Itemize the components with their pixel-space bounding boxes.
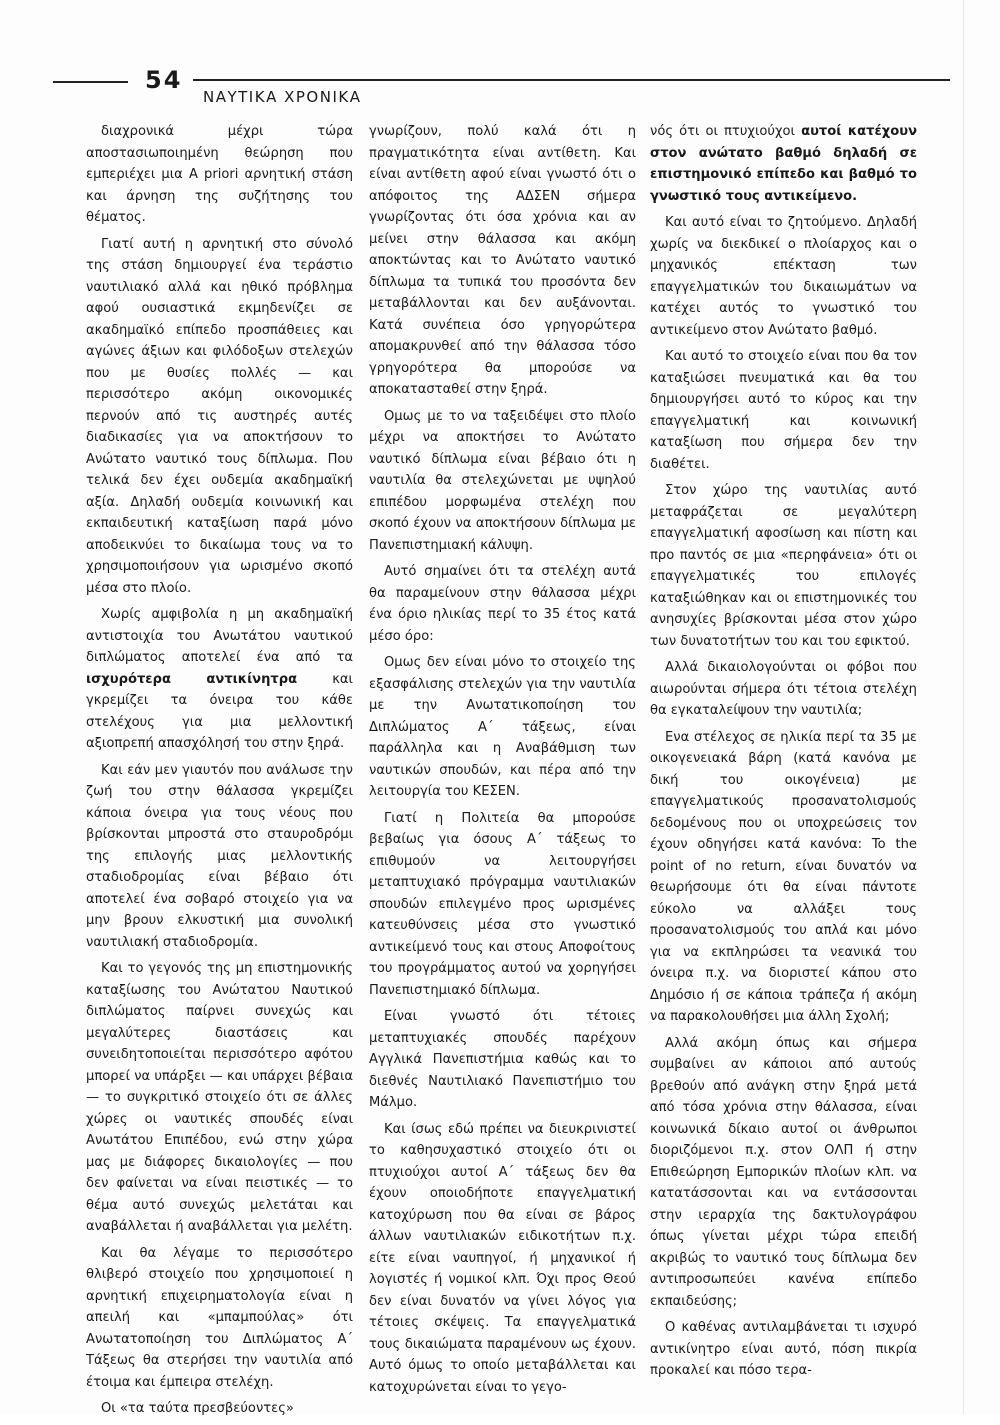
paragraph: Και το γεγονός της μη επιστημονικής καταξίωσης του Ανώτατου Ναυτικού διπλώματος παίρνει συνεχώς και μεγαλύτερες διαστάσεις και συνειδητοποιείται περισσότερο αφότου μπορεί να υπάρξει — και υπάρχει βέβαια — το συγκριτικό στοιχείο ότι σε άλλες χώρες οι ναυτικές σπουδές είναι Ανωτάτου Επιπέδου, ενώ στην χώρα μας με διάφορες δικαιολογίες — που δεν φαίνεται να είναι πειστικές — το θέμα αυτό συνεχώς μελετάται και αναβάλλεται ή αναβάλλεται για μελέτη. (86, 961, 354, 1234)
paragraph: Ομως με το να ταξειδέψει στο πλοίο μέχρι να αποκτήσει το Ανώτατο ναυτικό δίπλωμα είναι βέβαιο ότι η ναυτιλία θα στελεχώνεται με υψηλού επιπέδου μορφωμένα στελέχη που σκοπό έχουν να αποκτήσουν δίπλωμα με Πανεπιστημιακή κάλυψη. (369, 408, 636, 553)
journal-title: ΝΑΥΤΙΚΑ ΧΡΟΝΙΚΑ (203, 88, 362, 106)
column-1 (86, 121, 353, 1425)
paragraph: Αλλά ακόμη όπως και σήμερα συμβαίνει αν κάποιοι από αυτούς βρεθούν από ανάγκη στην ξηρά μετά από τόσα χρόνια στην θάλασσα, είναι κοινωνικά δίκαιο αυτοί οι άνθρωποι διοριζόμενοι π.χ. στον ΟΛΠ ή στην Επιθεώρηση Εμπορικών πλοίων κλπ. να κατατάσσονται και να εντάσσονται στην ιεραρχία της δακτυλογράφου όπως γίνεται μέχρι τώρα επειδή ακριβώς το ναυτικό τους δίπλωμα δεν αντιπροσωπεύει κανένα επίπεδο εκπαιδεύσης; (650, 1035, 917, 1309)
bold-emphasis: ισχυρότερα αντικίνητρα (86, 671, 298, 687)
paragraph: νός ότι οι πτυχιούχοι αυτοί κατέχουν στον ανώτατο βαθμό δηλαδή σε επιστημονικό επίπεδο και βαθμό το γνωστικό τους αντικείμενο. (650, 124, 918, 204)
paragraph: Ομως δεν είναι μόνο το στοιχείο της εξασφάλισης στελεχών για την ναυτιλία με την Ανωτατικοποίηση του Διπλώματος Α΄ τάξεως, είναι παράλληλα και η Αναβάθμιση των ναυτικών σπουδών, και πέρα από την λειτουργία του ΚΕΣΕΝ. (369, 655, 636, 799)
paragraph: γνωρίζουν, πολύ καλά ότι η πραγματικότητα είναι αντίθετη. Και είναι αντίθετη αφού είναι γνωστό ότι ο απόφοιτος της ΑΔΣΕΝ σήμερα γνωρίζοντας ότι όσα χρόνια και αν μείνει στην θάλασσα και ακόμη αποκτώντας και το Ανώτατο ναυτικό δίπλωμα τα τυπικά του προσόντα δεν μεταβάλλονται και δεν αυξάνονται. Κατά συνέπεια όσο γρηγορώτερα απομακρυνθεί από την θάλασσα τόσο γρηγορότερα θα μπορούσε να αποκατασταθεί στην ξηρά. (369, 124, 636, 397)
paragraph: Και ίσως εδώ πρέπει να διευκρινιστεί το καθησυχαστικό στοιχείο ότι οι πτυχιούχοι αυτοί Α΄ τάξεως δεν θα έχουν οποιοδήποτε επαγγελματική κατοχύρωση που θα είναι σε βάρος άλλων ναυτιλιακών ειδικοτήτων π.χ. είτε είναι ναυπηγοί, ή μηχανικοί ή λογιστές ή νομικοί κλπ. Όχι προς Θεού δεν είναι δυνατόν να γίνει λόγος για τέτοιες σκέψεις. Τα επαγγελματικά τους δικαιώματα παραμένουν ως έχουν. Αυτό όμως το οποίο μεταβάλλεται και κατοχυρώνεται είναι το γεγο- (369, 1121, 636, 1395)
paragraph: Και θα λέγαμε το περισσότερο θλιβερό στοιχείο που χρησιμοποιεί η αρνητική επιχειρηματολογία είναι η απειλή και «μπαμπούλας» ότι Ανωτατοποίηση του Διπλώματος Α΄ Τάξεως θα στερήσει την ναυτιλία από έτοιμα και έμπειρα στελέχη. (86, 1245, 353, 1390)
paragraph: Και αυτό το στοιχείο είναι που θα τον καταξιώσει πνευματικά και θα του δημιουργήσει αυτό το κύρος και την επαγγελματική και κοινωνική καταξίωση που σήμερα δεν την διαθέτει. (650, 349, 917, 472)
column-2 (369, 121, 636, 1403)
paragraph: Είναι γνωστό ότι τέτοιες μεταπτυχιακές σπουδές παρέχουν Αγγλικά Πανεπιστήμια καθώς και το διεθνές Ναυτιλιακό Πανεπιστήμιο του Μάλμο. (369, 1009, 636, 1110)
header-rule-left (53, 81, 128, 83)
paragraph: Και αυτό είναι το ζητούμενο. Δηλαδή χωρίς να διεκδικεί ο πλοίαρχος και ο μηχανικός επέκταση των επαγγελματικών του δικαιωμάτων να κατέχει αυτός το γνωστικό του αντικείμενο στον Ανώτατο βαθμό. (650, 215, 917, 338)
paragraph: Χωρίς αμφιβολία η μη ακαδημαϊκή αντιστοιχία του Ανωτάτου ναυτικού διπλώματος αποτελεί ένα από τα ισχυρότερα αντικίνητρα και γκρεμίζει τα όνειρα του κάθε στελέχους για μια μελλοντική αξιοπρεπή απασχόλησή του στην ξηρά. (86, 607, 353, 751)
column-3 (650, 121, 917, 1387)
scan-edge (963, 0, 964, 1414)
paragraph: Στον χώρο της ναυτιλίας αυτό μεταφράζεται σε μεγαλύτερη επαγγελματική αφοσίωση και πίστη και προ παντός σε μια «περηφάνεια» ότι οι επαγγελματικές του επιλογές καταξιώθηκαν και οι επιστημονικές του ανησυχίες βρίσκονται μέσα στον χώρο των δυνατοτήτων του και του εφικτού. (650, 483, 917, 649)
bold-emphasis: αυτοί κατέχουν στον ανώτατο βαθμό δηλαδή σε επιστημονικό επίπεδο και βαθμό το γνωστικό τους αντικείμενο. (650, 124, 918, 204)
paragraph: διαχρονικά μέχρι τώρα αποστασιωποιημένη θεώρηση που εμπεριέχει μια A priori αρνητική στάση και άρνηση της συζήτησης του θέματος. (86, 124, 353, 225)
paragraph: Ενα στέλεχος σε ηλικία περί τα 35 με οικογενειακά βάρη (κατά κανόνα με δική του οικογένεια) με επαγγελματικούς προσανατολισμούς δεδομένους που οι υποχρεώσεις τον έχουν οδηγήσει κατά κανόνα: To the point of no return, είναι δυνατόν να θεωρήσουμε ότι θα είναι πάντοτε εύκολο να αλλάξει τους προσανατολισμούς του απλά και μόνο για να εκπληρώσει τα νεανικά του όνειρα π.χ. να διοριστεί κάπου στο Δημόσιο ή σε κάποια τράπεζα ή ακόμη να παρακολουθήσει μια άλλη Σχολή; (650, 729, 917, 1024)
paragraph: Ο καθένας αντιλαμβάνεται τι ισχυρό αντικίνητρο είναι αυτό, πόση πικρία προκαλεί και πόσο τερα- (650, 1320, 917, 1378)
paragraph: Αυτό σημαίνει ότι τα στελέχη αυτά θα παραμείνουν στην θάλασσα μέχρι ένα όριο ηλικίας περί το 35 έτος κατά μέσο όρο: (369, 564, 636, 644)
paragraph: Αλλά δικαιολογούνται οι φόβοι που αιωρούνται σήμερα ότι τέτοια στελέχη θα εγκαταλείψουν την ναυτιλία; (650, 660, 917, 718)
paragraph: Οι «τα ταύτα πρεσβεύοντες» (101, 1401, 294, 1416)
paragraph: Και εάν μεν γιαυτόν που ανάλωσε την ζωή του στην θάλασσα γκρεμίζει κάποια όνειρα για τους νέους που βρίσκονται μπροστά στο σταυροδρόμι της επιλογής μιας μελλοντικής σταδιοδρομίας είναι βέβαιο ότι αποτελεί ένα σοβαρό στοιχείο για να μην βρουν ελκυστική μια συνολική ναυτιλιακή σταδιοδρομία. (86, 762, 353, 950)
header-rule-right (193, 79, 950, 81)
paragraph: Γιατί η Πολιτεία θα μπορούσε βεβαίως για όσους Α΄ τάξεως το επιθυμούν να λειτουργήσει μεταπτυχιακό πρόγραμμα ναυτιλιακών σπουδών επιλεγμένο προς ωρισμένες κατευθύνσεις μέσα στο γνωστικό αντικείμενό τους και στους Αποφοίτους του προγράμματος αυτού να χορηγήσει Πανεπιστημιακό δίπλωμα. (369, 810, 636, 998)
page-number: 54 (145, 66, 183, 94)
paragraph: Γιατί αυτή η αρνητική στο σύνολό της στάση δημιουργεί ένα τεράστιο ναυτιλιακό αλλά και ηθικό πρόβλημα αφού ουσιαστικά εκμηδενίζει σε ακαδημαϊκό επίπεδο προσπάθειες και αγώνες άξιων και φιλόδοξων στελεχών που με θυσίες πολλές — και περισσότερο ακόμη οικονομικές περνούν από τις αυστηρές αυτές διαδικασίες για να αποκτήσουν το Ανώτατο ναυτικό τους δίπλωμα. Που τελικά δεν έχει ουδεμία ακαδημαϊκή αξία. Δηλαδή ουδεμία κοινωνική και εκπαιδευτική καταξίωση παρά μόνο αποδεικνύει το δικαίωμα τους να το χρησιμοποιήσουν για ωρισμένο σκοπό μέσα στο πλοίο. (86, 236, 353, 596)
